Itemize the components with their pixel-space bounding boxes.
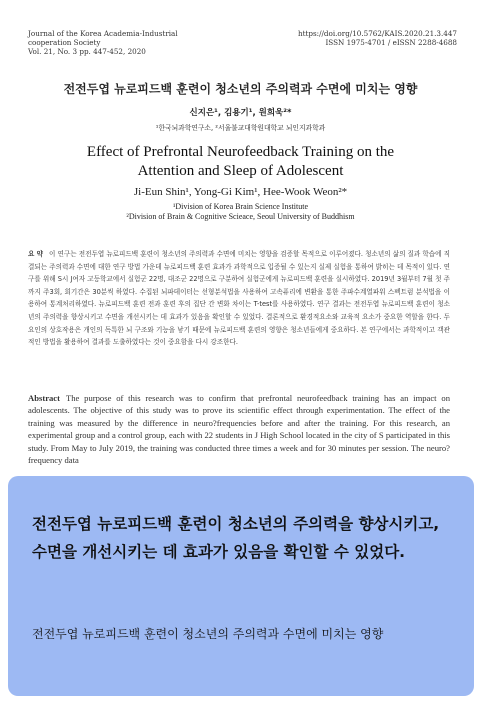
journal-name-line2: cooperation Society bbox=[28, 38, 101, 47]
journal-volume: Vol. 21, No. 3 pp. 447-452, 2020 bbox=[28, 47, 146, 56]
abstract-english-text: The purpose of this research was to confirm that prefrontal neurofeedback training has an impact on adolescents. The objective of this study was to prove its scientific effect through experimentation. The effect of the training was measured by the difference in neuro?frequencies before and after the training. For this research, an experimental group and a control group, each with 22 students in J High School located in the city of S participated in this study. From May to July 2019, the training was conducted three times a week and for 30 minutes per session. The neuro?frequency data bbox=[28, 393, 450, 466]
paper-title-korean: 전전두엽 뉴로피드백 훈련이 청소년의 주의력과 수면에 미치는 영향 bbox=[63, 82, 418, 96]
summary-card bbox=[8, 476, 474, 696]
paper-title-english bbox=[0, 143, 481, 181]
journal-info bbox=[28, 29, 178, 56]
abstract-english-label: Abstract bbox=[28, 393, 60, 403]
abstract-english bbox=[28, 392, 450, 466]
authors-korean: 신지은¹, 김용기¹, 원희욱²* bbox=[189, 108, 292, 118]
abstract-korean bbox=[28, 248, 450, 349]
title-en-line1: Effect of Prefrontal Neurofeedback Training on the bbox=[86, 144, 395, 160]
authors-english: Ji-Eun Shin¹, Yong-Gi Kim¹, Hee-Wook Weon²* bbox=[133, 186, 348, 198]
summary-headline: 전전두엽 뉴로피드백 훈련이 청소년의 주의력을 향상시키고, 수면을 개선시키는 데 효과가 있음을 확인할 수 있었다. bbox=[32, 515, 440, 561]
doi-block bbox=[298, 29, 457, 47]
affiliations-korean: ¹한국뇌과학연구소, ²서울불교대학원대학교 뇌인지과학과 bbox=[155, 124, 326, 132]
journal-name-line1: Journal of the Korea Academia-Industrial bbox=[28, 29, 178, 38]
abstract-korean-text: 이 연구는 전전두엽 뉴로피드백 훈련이 청소년의 주의력과 수면에 미치는 영향을 검증할 목적으로 이루어졌다. 청소년의 삶의 질과 학습에 직결되는 주의력과 수면에 대한 연구 방법 가운데 뉴로피드백 훈련 효과가 과학적으로 입증될 수 있는지 실제 실험을 통하여 밝히는 데 목적이 있다. 연구를 위해 S시 J여자 고등학교에서 실험군 22명, 대조군 22명으로 구분하여 실험군에게 뉴로피드백 훈련을 실시하였다. 2019년 3월부터 7월 첫 주까지 주3회, 회기간은 30분씩 하였다. 수집된 뇌파데이터는 선형분석법을 사용하여 고속퓨리에 변환을 통한 주파수계열파워 스펙트럼 분석법을 이용하여 통계처리하였다. 뉴로피드백 훈련 전과 훈련 후의 집단 간 변화 차이는 T-test를 사용하였다. 연구 결과는 전전두엽 뉴로피드백 훈련이 청소년의 주의력을 향상시키고 수면을 개선시키는 데 효과가 있음을 확인할 수 있었다. 결론적으로 환경적요소와 교육적 요소가 중요한 역할을 한다. 두 요인의 상호작용은 개인의 독특한 뇌 구조와 기능을 낳기 때문에 뉴로피드백 훈련의 영향은 청소년들에게 중요하다. 본 연구에서는 과학적이고 객관적인 방법을 활용하여 결과를 도출하였다는 것이 중요함을 다시 강조한다. bbox=[28, 250, 450, 347]
affiliation-2: ²Division of Brain & Cognitive Scieace, Seoul University of Buddhism bbox=[126, 212, 355, 221]
affiliations-english bbox=[0, 202, 481, 222]
abstract-korean-label: 요 약 bbox=[28, 250, 44, 258]
issn: ISSN 1975-4701 / eISSN 2288-4688 bbox=[325, 38, 457, 47]
title-en-line2: Attention and Sleep of Adolescent bbox=[137, 163, 344, 179]
affiliation-1: ¹Division of Korea Brain Science Institute bbox=[172, 202, 309, 211]
summary-subtitle: 전전두엽 뉴로피드백 훈련이 청소년의 주의력과 수면에 미치는 영향 bbox=[32, 627, 384, 641]
doi-link[interactable]: https://doi.org/10.5762/KAIS.2020.21.3.447 bbox=[297, 29, 457, 38]
